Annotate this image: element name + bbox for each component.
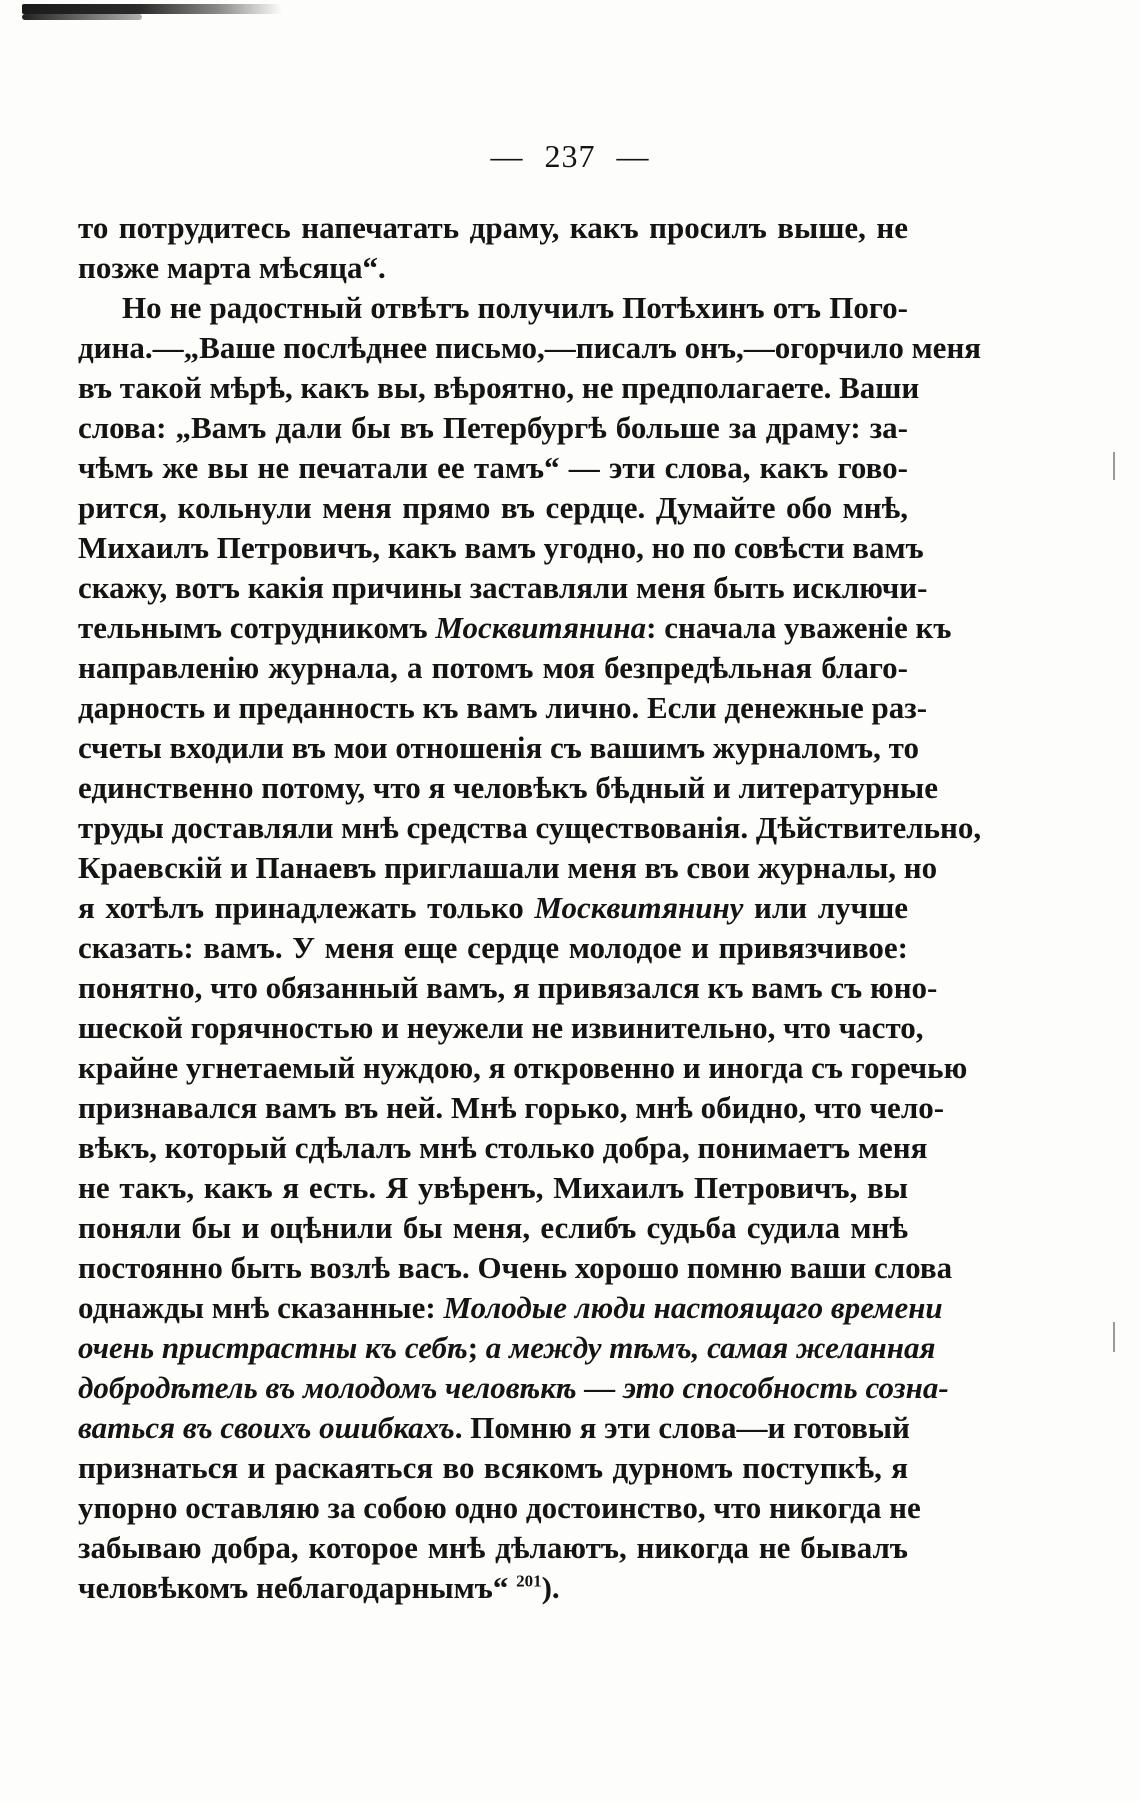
- text-segment: вѣкъ, который сдѣлалъ мнѣ столько добра, понимаетъ меня: [78, 1130, 928, 1165]
- text-line: [78, 1488, 921, 1528]
- text-segment: упорно оставляю за собою одно достоинство, что никогда не: [78, 1490, 921, 1525]
- text-segment: признаться и раскаяться во всякомъ дурномъ поступкѣ, я: [78, 1450, 908, 1485]
- page-number-value: 237: [544, 138, 596, 174]
- text-line: [78, 448, 908, 488]
- text-line: [78, 288, 908, 328]
- text-segment: сказать: вамъ. У меня еще сердце молодое и привязчивое:: [78, 930, 908, 965]
- text-segment: ).: [541, 1570, 560, 1605]
- text-line: [78, 848, 938, 888]
- margin-mark: [1113, 1322, 1115, 1352]
- body-text: [78, 208, 982, 1608]
- text-line: [78, 888, 908, 928]
- page-number: [0, 136, 1140, 176]
- text-segment: единственно потому, что я человѣкъ бѣдный и литературные: [78, 770, 939, 805]
- page-number-dash-left: —: [490, 138, 524, 174]
- text-segment: постоянно быть возлѣ васъ. Очень хорошо помню ваши слова: [78, 1250, 953, 1285]
- text-segment: однажды мнѣ сказанные:: [78, 1290, 444, 1325]
- italic-title: очень пристрастны къ себѣ: [78, 1330, 468, 1365]
- scan-edge-mark: [22, 4, 282, 14]
- italic-title: Москвитянину: [534, 890, 744, 925]
- text-segment: понятно, что обязанный вамъ, я привязался къ вамъ съ юно-: [78, 970, 938, 1005]
- paragraph: [78, 208, 908, 288]
- text-line: [78, 1128, 928, 1168]
- text-segment: я хотѣлъ принадлежать только: [78, 890, 535, 925]
- text-line: [78, 488, 908, 528]
- text-segment: дарность и преданность къ вамъ лично. Если денежные раз-: [78, 690, 928, 725]
- text-line: [78, 248, 908, 288]
- text-line: [78, 1408, 908, 1448]
- italic-title: а между тѣмъ, самая желанная: [485, 1330, 936, 1365]
- text-line: [78, 1288, 943, 1328]
- text-segment: поняли бы и оцѣнили бы меня, еслибъ судьба судила мнѣ: [78, 1210, 908, 1245]
- text-line: [78, 1368, 949, 1408]
- text-line: [78, 1168, 908, 1208]
- italic-title: Молодые люди настоящаго времени: [443, 1290, 943, 1325]
- text-segment: шеской горячностью и неужели не извинительно, что часто,: [78, 1010, 924, 1045]
- text-line: [78, 688, 928, 728]
- text-line: [78, 1208, 908, 1248]
- text-line: [78, 528, 924, 568]
- text-segment: человѣкомъ неблагодарнымъ“: [78, 1570, 517, 1605]
- text-segment: или лучше: [743, 890, 908, 925]
- text-line: [78, 1448, 908, 1488]
- text-segment: скажу, вотъ какія причины заставляли меня быть исключи-: [78, 570, 928, 605]
- text-segment: труды доставляли мнѣ средства существованія. Дѣйствительно,: [78, 810, 982, 845]
- text-line: [78, 968, 938, 1008]
- text-segment: признавался вамъ въ ней. Мнѣ горько, мнѣ обидно, что чело-: [78, 1090, 945, 1125]
- text-segment: счеты входили въ мои отношенія съ вашимъ журналомъ, то: [78, 730, 919, 765]
- text-line: [78, 1568, 908, 1608]
- text-segment: крайне угнетаемый нуждою, я откровенно и иногда съ горечью: [78, 1050, 968, 1085]
- text-line: [78, 1088, 945, 1128]
- text-line: [78, 208, 908, 248]
- margin-mark: [1113, 452, 1115, 480]
- paragraph: [78, 288, 982, 1608]
- text-segment: ;: [467, 1330, 486, 1365]
- text-line: [78, 1008, 924, 1048]
- page-number-dash-right: —: [616, 138, 650, 174]
- italic-title: добродѣтель въ молодомъ человѣкѣ — это способность созна-: [78, 1370, 949, 1405]
- text-segment: : сначала уваженіе къ: [646, 610, 952, 645]
- text-segment: чѣмъ же вы не печатали ее тамъ“ — эти слова, какъ гово-: [78, 450, 908, 485]
- text-segment: не такъ, какъ я есть. Я увѣренъ, Михаилъ Петровичъ, вы: [78, 1170, 908, 1205]
- text-line: [78, 1248, 953, 1288]
- text-line: [78, 368, 920, 408]
- text-segment: Но не радостный отвѣтъ получилъ Потѣхинъ отъ Пого-: [122, 290, 908, 325]
- text-line: [78, 1528, 908, 1568]
- text-line: [78, 328, 982, 368]
- italic-title: Москвитянина: [435, 610, 647, 645]
- text-segment: направленію журнала, а потомъ моя безпредѣльная благо-: [78, 650, 908, 685]
- text-segment: то потрудитесь напечатать драму, какъ просилъ выше, не: [78, 210, 908, 245]
- text-segment: дина.—„Ваше послѣднее письмо,—писалъ онъ,—огорчило меня: [78, 330, 982, 365]
- text-segment: въ такой мѣрѣ, какъ вы, вѣроятно, не предполагаете. Ваши: [78, 370, 920, 405]
- text-line: [78, 1328, 936, 1368]
- text-line: [78, 808, 982, 848]
- text-segment: слова: „Вамъ дали бы въ Петербургѣ больше за драму: за-: [78, 410, 908, 445]
- italic-title: ваться въ своихъ ошибкахъ: [78, 1410, 455, 1445]
- text-line: [78, 928, 908, 968]
- footnote-reference: 201: [516, 1571, 542, 1591]
- text-segment: рится, кольнули меня прямо въ сердце. Думайте обо мнѣ,: [78, 490, 908, 525]
- text-line: [78, 608, 952, 648]
- text-line: [78, 768, 939, 808]
- text-line: [78, 1048, 968, 1088]
- text-segment: позже марта мѣсяца“.: [78, 250, 386, 285]
- text-line: [78, 648, 908, 688]
- text-line: [78, 568, 928, 608]
- text-segment: Краевскій и Панаевъ приглашали меня въ свои журналы, но: [78, 850, 938, 885]
- text-segment: тельнымъ сотрудникомъ: [78, 610, 436, 645]
- text-line: [78, 408, 908, 448]
- text-segment: . Помню я эти слова—и готовый: [454, 1410, 910, 1445]
- text-segment: Михаилъ Петровичъ, какъ вамъ угодно, но по совѣсти вамъ: [78, 530, 924, 565]
- text-segment: забываю добра, которое мнѣ дѣлаютъ, никогда не бывалъ: [78, 1530, 908, 1565]
- text-line: [78, 728, 919, 768]
